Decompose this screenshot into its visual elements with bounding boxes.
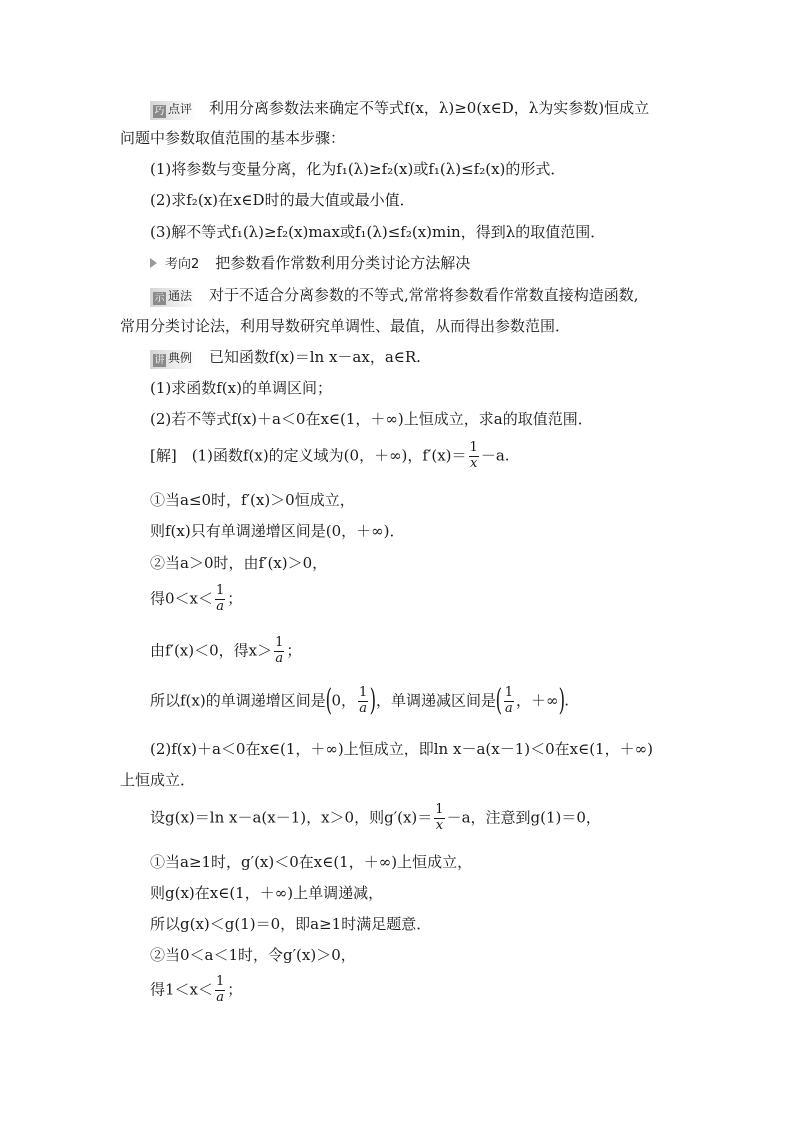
monotonic-intervals: 所以f(x)的单调递增区间是(0， $\frac{1}{a}$ )，单调递减区间是( $\frac{1}{a}$ ，＋∞). [150, 683, 569, 719]
method-tag-icon: 示 [154, 293, 165, 304]
method-line-2: 常用分类讨论法，利用导数研究单调性、最值，从而得出参数范围． [120, 317, 571, 335]
case-a-ge-1: ①当a≥1时，g′(x)＜0在x∈(1，＋∞)上恒成立， [150, 853, 473, 871]
review-tag-icon: 巧 [154, 106, 165, 117]
fraction-1-over-x: $\frac{1}{x}$ [469, 440, 478, 471]
case-a-ge-1-conclusion: 所以g(x)＜g(1)＝0，即a≥1时满足题意． [150, 915, 432, 933]
review-line-2: 问题中参数取值范围的基本步骤： [120, 129, 346, 147]
step-1: (1)将参数与变量分离，化为f₁(λ)≥f₂(x)或f₁(λ)≤f₂(x)的形式． [150, 160, 566, 178]
case-a-ge-1-decrease: 则g(x)在x∈(1，＋∞)上单调递减， [150, 884, 384, 902]
fraction-1-over-a: $\frac{1}{a}$ [216, 974, 225, 1005]
case-2-decrease: 由f′(x)＜0，得x＞ $\frac{1}{a}$ ； [150, 635, 302, 666]
example-line: 讲 典例 已知函数f(x)＝ln x－ax，a∈R. [150, 350, 421, 369]
define-g: 设g(x)＝ln x－a(x－1)，x＞0，则g′(x)＝ $\frac{1}{x}$ －a，注意到g(1)＝0， [150, 802, 601, 833]
example-tag: 讲 典例 [150, 350, 197, 369]
question-2: (2)若不等式f(x)＋a＜0在x∈(1，＋∞)上恒成立，求a的取值范围． [150, 410, 593, 428]
case-2: ②当a＞0时，由f′(x)＞0， [150, 554, 328, 572]
method-line-1: 示 通法 对于不适合分离参数的不等式,常常将参数看作常数直接构造函数, [150, 288, 639, 307]
case-1: ①当a≤0时，f′(x)＞0恒成立， [150, 491, 355, 509]
fraction-1-over-a: $\frac{1}{a}$ [358, 685, 368, 716]
fraction-1-over-a: $\frac{1}{a}$ [504, 685, 513, 716]
case-1-result: 则f(x)只有单调递增区间是(0，＋∞)． [150, 522, 405, 540]
solution-line-1: [解] (1)函数f(x)的定义域为(0，＋∞)，f′(x)＝ $\frac{1}{x}$ －a. [150, 440, 510, 471]
part-2-line-2: 上恒成立． [120, 771, 196, 789]
direction-2-heading [150, 256, 470, 271]
step-2: (2)求f₂(x)在x∈D时的最大值或最小值． [150, 191, 415, 209]
case-2-increase: 得0＜x＜ $\frac{1}{a}$ ； [150, 583, 243, 614]
question-1: (1)求函数f(x)的单调区间； [150, 379, 332, 397]
step-3: (3)解不等式f₁(λ)≥f₂(x)max或f₁(λ)≤f₂(x)min，得到λ的取值范围． [150, 223, 606, 241]
fraction-1-over-a: $\frac{1}{a}$ [275, 635, 284, 666]
case-a-lt-1: ②当0＜a＜1时，令g′(x)＞0， [150, 946, 356, 964]
part-2-line-1: (2)f(x)＋a＜0在x∈(1，＋∞)上恒成立，即ln x－a(x－1)＜0在x∈(1，＋∞) [150, 740, 653, 758]
fraction-1-over-x: $\frac{1}{x}$ [435, 802, 444, 833]
case-a-lt-1-result: 得1＜x＜ $\frac{1}{a}$ ； [150, 974, 243, 1005]
review-tag: 巧 点评 [150, 101, 197, 120]
triangle-icon [150, 258, 157, 268]
direction-title: 把参数看作常数利用分类讨论方法解决 [215, 254, 471, 272]
direction-label: 考向2 [165, 257, 200, 272]
review-line-1: 巧 点评 利用分离参数法来确定不等式f(x，λ)≥0(x∈D，λ为实参数)恒成立 [150, 101, 649, 120]
fraction-1-over-a: $\frac{1}{a}$ [216, 583, 225, 614]
method-tag: 示 通法 [150, 288, 197, 307]
example-tag-icon: 讲 [154, 355, 165, 366]
